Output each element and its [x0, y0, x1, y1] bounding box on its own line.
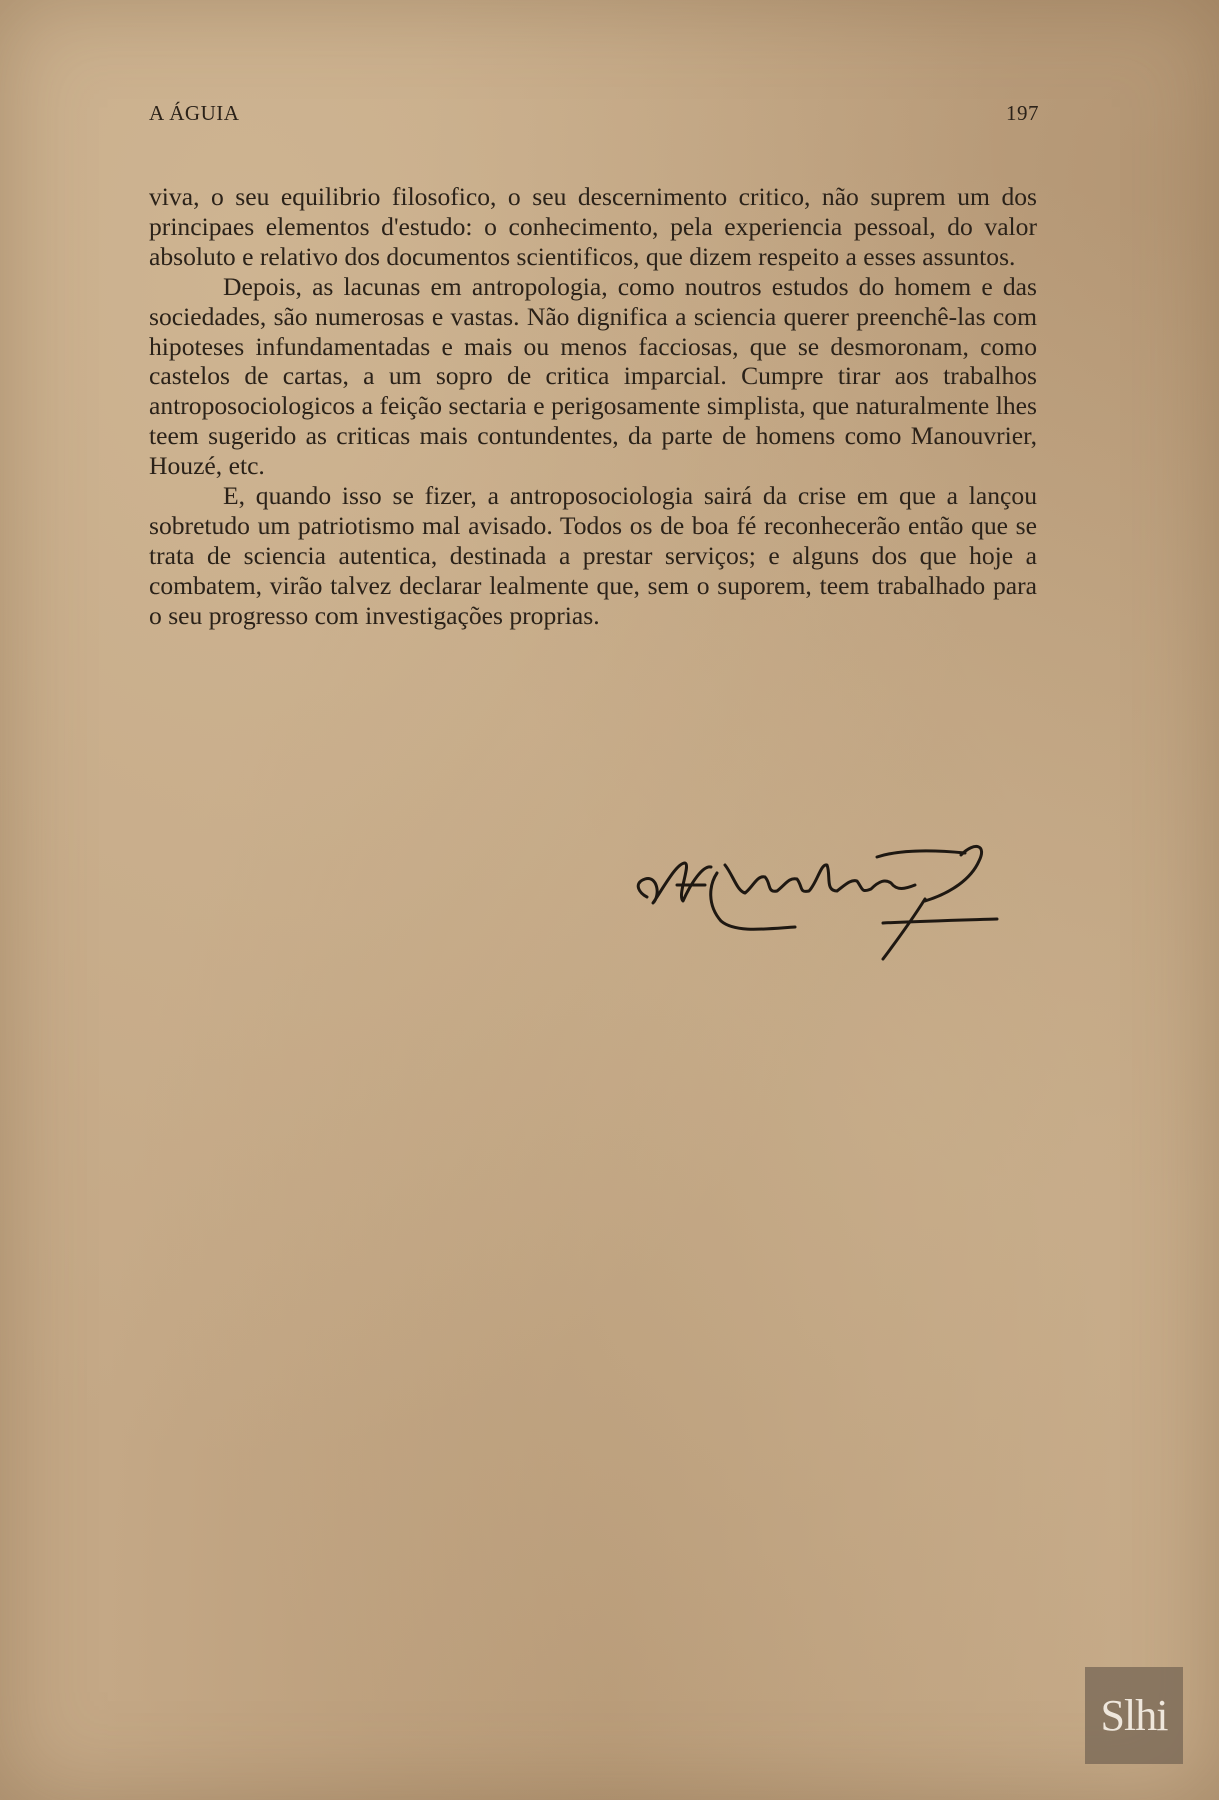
- paragraph-lacunas: Depois, as lacunas em antropologia, como noutros estudos do homem e das sociedades, são numerosas e vastas. Não dignifica a sciencia querer preenchê-las com hipoteses infundamentadas e mais ou menos facciosas, que se desmoronam, como castelos de cartas, a um sopro de critica imparcial. Cumpre tirar aos trabalhos antroposociologicos a feição sectaria e perigosamente simplista, que naturalmente lhes teem sugerido as criticas mais contundentes, da parte de homens como Manouvrier, Houzé, etc.: [149, 271, 1037, 481]
- paragraph-continuation: viva, o seu equilibrio filosofico, o seu descernimento critico, não suprem um dos principaes elementos d'estudo: o conhecimento, pela experiencia pessoal, do valor absoluto e relativo dos documentos scientificos, que dizem respeito a esses assuntos.: [149, 182, 1037, 271]
- journal-title: A ÁGUIA: [149, 101, 240, 125]
- library-watermark-logo: [1085, 1667, 1183, 1764]
- handwritten-signature: [625, 835, 1010, 995]
- page-number: 197: [1006, 101, 1039, 125]
- watermark-text: Slhi: [1100, 1691, 1168, 1740]
- paragraph-conclusion: E, quando isso se fizer, a antroposociologia sairá da crise em que a lançou sobretudo um patriotismo mal avisado. Todos os de boa fé reconhecerão então que se trata de sciencia autentica, destinada a prestar serviços; e alguns dos que hoje a combatem, virão talvez declarar lealmente que, sem o suporem, teem trabalhado para o seu progresso com investigações proprias.: [149, 481, 1037, 630]
- article-body: [149, 182, 1037, 631]
- running-header: [149, 101, 1039, 131]
